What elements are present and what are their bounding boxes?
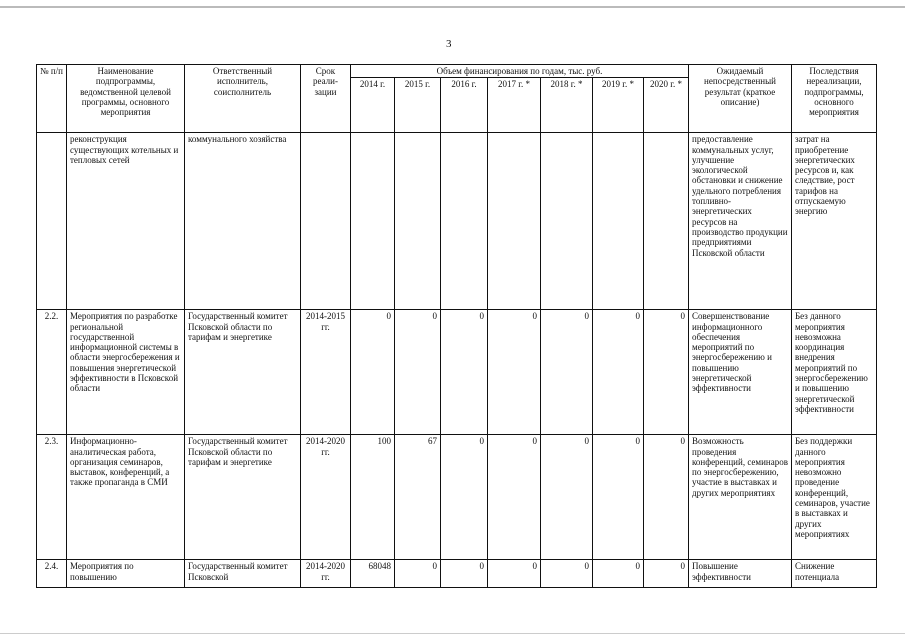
row-name: Мероприятия по разработке региональной государственной информационной системы в области энергосбережения и повышения энергетической эффективности в Псковской области bbox=[67, 310, 185, 435]
row-value: 67 bbox=[395, 435, 441, 560]
row-value: 0 bbox=[395, 560, 441, 588]
row-value: 0 bbox=[441, 310, 488, 435]
row-expected: Возможность проведения конференций, семинаров по энергосбережению, участие в выставках и других мероприятиях bbox=[689, 435, 792, 560]
row-value: 0 bbox=[488, 310, 541, 435]
row-value: 0 bbox=[441, 560, 488, 588]
row-consequences: Без данного мероприятия невозможна координация внедрения мероприятий по энергосбережению и повышению энергетической эффективности bbox=[792, 310, 877, 435]
row-value: 68048 bbox=[351, 560, 395, 588]
col-header-name: Наименование подпрограммы, ведомственной целевой программы, основного мероприятия bbox=[67, 65, 185, 133]
row-num: 2.4. bbox=[37, 560, 67, 588]
col-header-term: Срок реали-зации bbox=[301, 65, 351, 133]
col-header-year: 2020 г. * bbox=[644, 78, 689, 133]
header-row-1 bbox=[37, 65, 877, 78]
row-num bbox=[37, 133, 67, 310]
row-name: реконструкция существующих котельных и тепловых сетей bbox=[67, 133, 185, 310]
row-value: 0 bbox=[644, 310, 689, 435]
row-term bbox=[301, 133, 351, 310]
row-value bbox=[541, 133, 593, 310]
row-value: 0 bbox=[541, 310, 593, 435]
row-value: 0 bbox=[644, 435, 689, 560]
row-value bbox=[395, 133, 441, 310]
row-name: Информационно-аналитическая работа, организация семинаров, выставок, конференций, а также пропаганда в СМИ bbox=[67, 435, 185, 560]
row-num: 2.3. bbox=[37, 435, 67, 560]
col-header-consequences: Последствия нереализации, подпрограммы, основного мероприятия bbox=[792, 65, 877, 133]
col-header-year: 2017 г. * bbox=[488, 78, 541, 133]
page-number: 3 bbox=[446, 38, 452, 50]
col-header-num: № п/п bbox=[37, 65, 67, 133]
row-value: 100 bbox=[351, 435, 395, 560]
table-row bbox=[37, 560, 877, 588]
table-row bbox=[37, 435, 877, 560]
row-value bbox=[351, 133, 395, 310]
row-value: 0 bbox=[541, 560, 593, 588]
row-expected: Совершенствование информационного обеспечения мероприятий по энергосбережению и повышению энергетической эффективности bbox=[689, 310, 792, 435]
col-header-year: 2018 г. * bbox=[541, 78, 593, 133]
row-consequences: Без поддержки данного мероприятия невозможно проведение конференций, семинаров, участие в выставках и других мероприятиях bbox=[792, 435, 877, 560]
row-responsible: коммунального хозяйства bbox=[185, 133, 301, 310]
row-term: 2014-2020 гг. bbox=[301, 435, 351, 560]
row-value bbox=[441, 133, 488, 310]
row-value bbox=[593, 133, 644, 310]
row-expected: предоставление коммунальных услуг, улучшение экологической обстановки и снижение удельного потребления топливно-энергетических ресурсов на производство продукции предприятиями Псковской области bbox=[689, 133, 792, 310]
row-expected: Повышение эффективности bbox=[689, 560, 792, 588]
row-responsible: Государственный комитет Псковской области по тарифам и энергетике bbox=[185, 310, 301, 435]
row-term: 2014-2015 гг. bbox=[301, 310, 351, 435]
row-consequences: Снижение потенциала bbox=[792, 560, 877, 588]
row-num: 2.2. bbox=[37, 310, 67, 435]
row-value bbox=[644, 133, 689, 310]
col-header-year: 2014 г. bbox=[351, 78, 395, 133]
col-header-financing: Объем финансирования по годам, тыс. руб. bbox=[351, 65, 689, 78]
row-consequences: затрат на приобретение энергетических ресурсов и, как следствие, рост тарифов на отпускаемую энергию bbox=[792, 133, 877, 310]
row-value: 0 bbox=[593, 435, 644, 560]
scan-artifact-bottom bbox=[0, 633, 905, 634]
row-value: 0 bbox=[593, 310, 644, 435]
program-table bbox=[36, 64, 877, 588]
table-row bbox=[37, 133, 877, 310]
row-value: 0 bbox=[488, 560, 541, 588]
row-value: 0 bbox=[395, 310, 441, 435]
row-responsible: Государственный комитет Псковской bbox=[185, 560, 301, 588]
row-value bbox=[488, 133, 541, 310]
col-header-expected: Ожидаемый непосредственный результат (краткое описание) bbox=[689, 65, 792, 133]
scan-artifact-top bbox=[0, 6, 905, 8]
row-value: 0 bbox=[441, 435, 488, 560]
row-term: 2014-2020 гг. bbox=[301, 560, 351, 588]
col-header-year: 2015 г. bbox=[395, 78, 441, 133]
row-name: Мероприятия по повышению bbox=[67, 560, 185, 588]
table-row bbox=[37, 310, 877, 435]
row-value: 0 bbox=[488, 435, 541, 560]
col-header-responsible: Ответственный исполнитель, соисполнитель bbox=[185, 65, 301, 133]
col-header-year: 2019 г. * bbox=[593, 78, 644, 133]
row-value: 0 bbox=[644, 560, 689, 588]
row-value: 0 bbox=[593, 560, 644, 588]
row-value: 0 bbox=[541, 435, 593, 560]
row-responsible: Государственный комитет Псковской области по тарифам и энергетике bbox=[185, 435, 301, 560]
row-value: 0 bbox=[351, 310, 395, 435]
col-header-year: 2016 г. bbox=[441, 78, 488, 133]
